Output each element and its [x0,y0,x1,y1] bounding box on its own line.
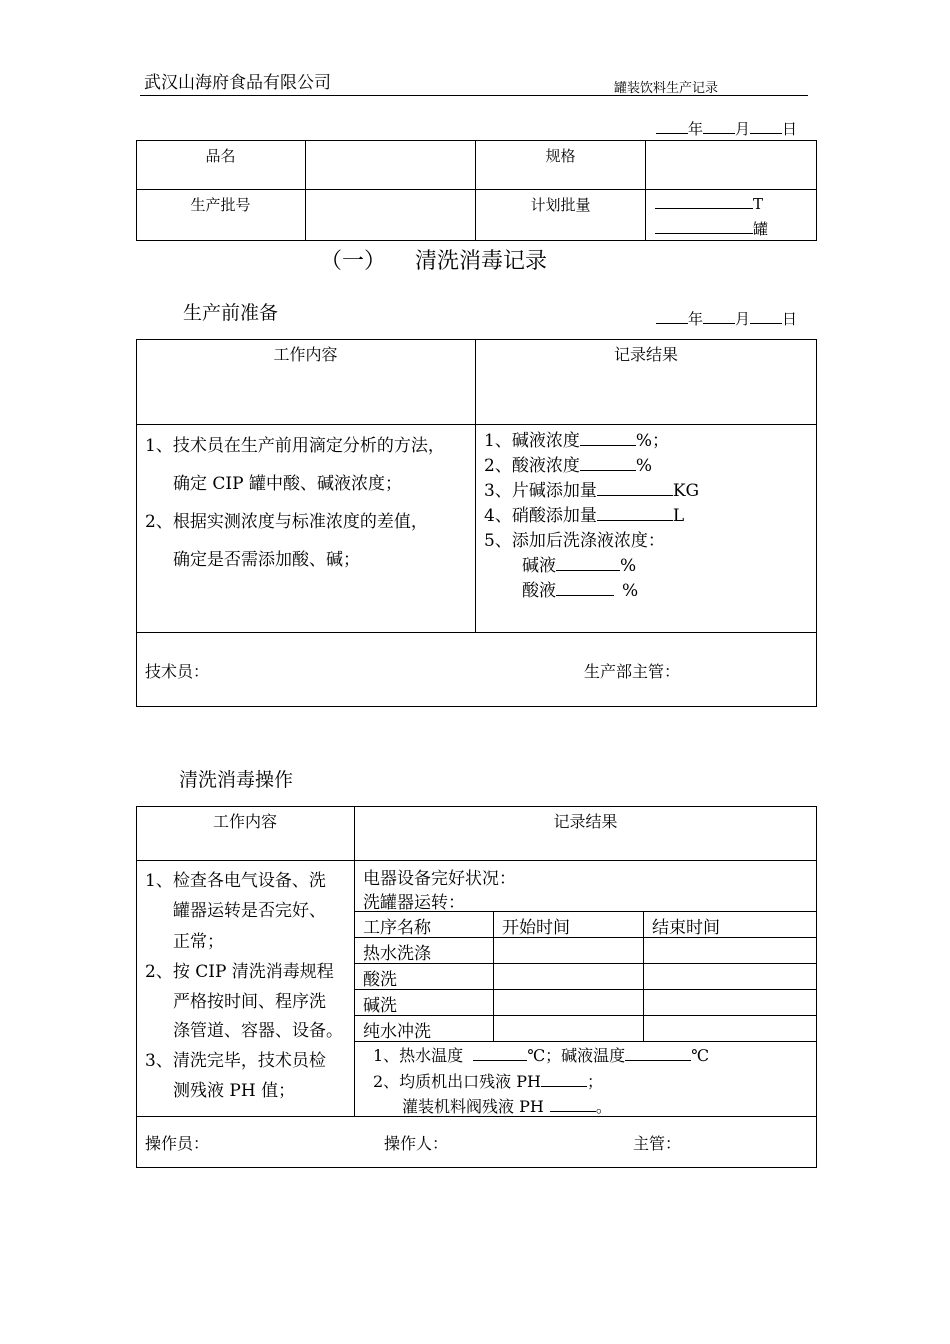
washer-status[interactable]: 洗罐器运转： [363,893,465,913]
date-line-top: 年 月 日 [656,118,797,139]
product-name-field[interactable] [306,141,474,188]
proc-row-name: 纯水冲洗 [363,1022,431,1042]
cleaning-work-line: 测残液 PH 值； [173,1081,296,1101]
cleaning-col-result: 记录结果 [553,812,618,831]
spec-field[interactable] [646,141,816,188]
prep-col-result: 记录结果 [613,345,678,364]
prep-work-line: 确定是否需添加酸、碱； [173,550,360,570]
acid-concentration[interactable]: 2、酸液浓度 % [484,456,652,476]
pre-production-heading: 生产前准备 [183,302,279,324]
post-add-concentration-label: 5、添加后洗涤液浓度： [484,531,665,551]
proc-start-cell[interactable] [494,1016,642,1040]
plan-qty-label: 计划批量 [530,196,591,214]
prep-work-line: 1、技术员在生产前用滴定分析的方法， [145,436,445,456]
supervisor-signature[interactable]: 主管： [633,1134,682,1153]
cleaning-work-line: 3、清洗完毕，技术员检 [145,1051,326,1071]
cleaning-work-line: 涤管道、容器、设备。 [173,1021,343,1041]
prep-work-line: 确定 CIP 罐中酸、碱液浓度； [173,474,402,494]
cleaning-col-work: 工作内容 [212,812,277,831]
proc-end-cell[interactable] [644,964,816,988]
proc-end-cell[interactable] [644,1016,816,1040]
technician-signature[interactable]: 技术员： [145,662,210,681]
spec-label: 规格 [545,147,576,165]
proc-start-cell[interactable] [494,964,642,988]
production-supervisor-signature[interactable]: 生产部主管： [584,662,681,681]
section-title: 清洗消毒记录 [415,249,548,274]
cleaning-operation-heading: 清洗消毒操作 [179,769,294,791]
section-number: （一） [320,249,387,274]
post-alkali-concentration[interactable]: 碱液 % [522,556,637,576]
batch-no-field[interactable] [306,190,474,240]
equipment-status[interactable]: 电器设备完好状况： [363,869,516,889]
company-name: 武汉山海府食品有限公司 [144,73,331,93]
alkali-concentration[interactable]: 1、碱液浓度 %； [484,431,669,451]
proc-start-cell[interactable] [494,990,642,1014]
plan-qty-cans[interactable]: 罐 [655,218,768,239]
header-rule [140,95,808,96]
proc-header-start: 开始时间 [502,918,570,938]
date-line-prep: 年 月 日 [656,308,797,329]
cleaning-work-line: 正常； [173,932,224,952]
prep-work-line: 2、根据实测浓度与标准浓度的差值， [145,512,428,532]
proc-header-name: 工序名称 [363,918,431,938]
nitric-acid-amount[interactable]: 4、硝酸添加量 L [484,506,685,526]
cleaning-work-line: 2、按 CIP 清洗消毒规程 [145,962,334,982]
product-name-label: 品名 [205,147,236,165]
document-title: 罐装饮料生产记录 [614,81,719,96]
proc-start-cell[interactable] [494,938,642,962]
batch-no-label: 生产批号 [190,196,251,214]
cleaning-work-line: 1、检查各电气设备、洗 [145,871,326,891]
proc-header-end: 结束时间 [652,918,720,938]
caustic-flake-amount[interactable]: 3、片碱添加量 KG [484,481,700,501]
proc-end-cell[interactable] [644,938,816,962]
prep-col-work: 工作内容 [273,345,338,364]
operated-by-signature[interactable]: 操作人： [384,1134,449,1153]
temperature-record[interactable]: 1、热水温度 ℃；碱液温度 ℃ [373,1046,709,1065]
proc-row-name: 酸洗 [363,970,397,990]
cleaning-work-line: 严格按时间、程序洗 [173,992,326,1012]
homogenizer-ph[interactable]: 2、均质机出口残液 PH ； [373,1072,604,1091]
cleaning-work-line: 罐器运转是否完好、 [173,901,326,921]
proc-row-name: 碱洗 [363,996,397,1016]
operator-signature[interactable]: 操作员： [145,1134,210,1153]
proc-end-cell[interactable] [644,990,816,1014]
proc-row-name: 热水洗涤 [363,944,431,964]
plan-qty-tons[interactable]: T [655,194,763,213]
filler-valve-ph[interactable]: 灌装机料阀残液 PH 。 [402,1097,612,1116]
post-acid-concentration[interactable]: 酸液 % [522,581,639,601]
